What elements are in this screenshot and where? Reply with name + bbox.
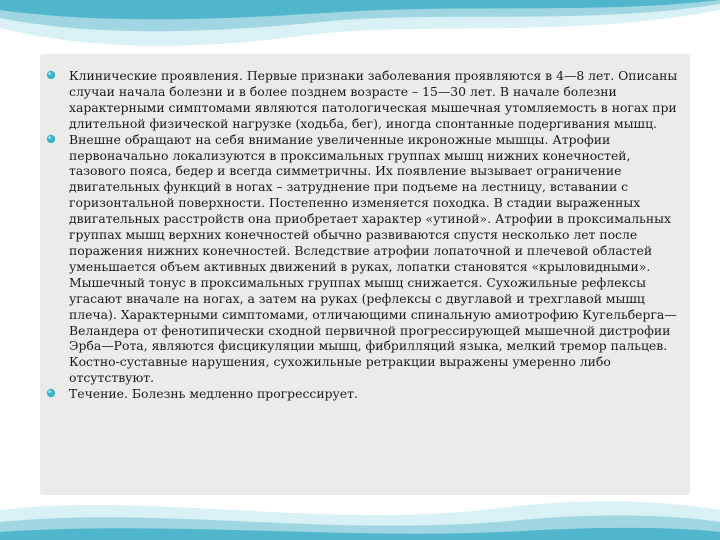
slide-content-panel <box>40 54 690 495</box>
teal-dot-icon <box>46 134 56 144</box>
bullet-item-clinical <box>62 68 684 132</box>
bullet-text: Клинические проявления. Первые признаки заболевания проявляются в 4—8 лет. Описаны случаи начала болезни и в более позднем возрасте – 15—30 лет. В начале болезни характерными симптомами являются патологическая мышечная утомляемость в ногах при длительной физической нагрузке (ходьба, бег), иногда спонтанные подергивания мышц. <box>69 68 678 131</box>
bullet-list <box>62 68 684 402</box>
teal-dot-icon <box>46 70 56 80</box>
bullet-item-course <box>62 386 684 402</box>
bottom-wave-decoration <box>0 480 720 540</box>
bullet-item-appearance <box>62 132 684 387</box>
bullet-text: Течение. Болезнь медленно прогрессирует. <box>69 386 358 402</box>
bullet-text: Внешне обращают на себя внимание увеличенные икроножные мышцы. Атрофии первоначально локализуются в проксимальных группах мышц нижних конечностей, тазового пояса, бедер и всегда симметричны. Их появление вызывает ограничение двигательных функций в ногах – затруднение при подъеме на лестницу, вставании с горизонтальной поверхности. Постепенно изменяется походка. В стадии выраженных двигательных расстройств она приобретает характер «утиной». Атрофии в проксимальных группах мышц верхних конечностей обычно развиваются спустя несколько лет после поражения нижних конечностей. Вследствие атрофии лопаточной и плечевой областей уменьшается объем активных движений в руках, лопатки становятся «крыловидными». Мышечный тонус в проксимальных группах мышц снижается. Сухожильные рефлексы угасают вначале на ногах, а затем на руках (рефлексы с двуглавой и трехглавой мышц плеча). Характерными симптомами, отличающими спинальную амиотрофию Кугельберга—Веландера от фенотипически сходной первичной прогрессирующей мышечной дистрофии Эрба—Рота, являются фисцикуляции мышц, фибрилляций языка, мелкий тремор пальцев. Костно-суставные нарушения, сухожильные ретракции выражены умеренно либо отсутствуют. <box>69 131 677 386</box>
teal-dot-icon <box>46 388 56 398</box>
